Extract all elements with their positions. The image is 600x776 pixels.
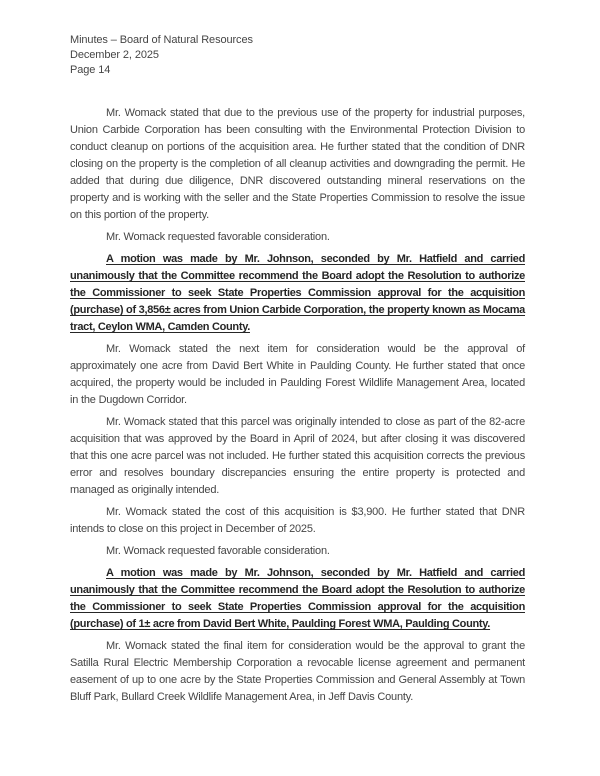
document-title: Minutes – Board of Natural Resources xyxy=(70,34,253,46)
document-date: December 2, 2025 xyxy=(70,49,159,61)
document-body xyxy=(70,105,525,706)
paragraph-parcel-correction: Mr. Womack stated that this parcel was originally intended to close as part of the 82-acre acquisition that was approved by the Board in April of 2024, but after closing it was discovered that this one acre parcel was not included. He further stated this acquisition corrects the previous error and resolves boundary discrepancies ensuring the entire property is protected and managed as originally intended. xyxy=(70,416,525,496)
paragraph-favorable-consideration-1: Mr. Womack requested favorable consideration. xyxy=(106,231,330,243)
motion-paragraph-david-bert-white: A motion was made by Mr. Johnson, seconded by Mr. Hatfield and carried unanimously that the Committee recommend the Board adopt the Resolution to authorize the Commissioner to seek State Properties Commission approval for the acquisition (purchase) of 1± acre from David Bert White, Paulding Forest WMA, Paulding County. xyxy=(70,567,525,630)
paragraph-acquisition-cost: Mr. Womack stated the cost of this acquisition is $3,900. He further stated that DNR intends to close on this project in December of 2025. xyxy=(70,506,525,535)
paragraph-final-item-satilla: Mr. Womack stated the final item for consideration would be the approval to grant the Satilla Rural Electric Membership Corporation a revocable license agreement and permanent easement of up to one acre by the State Properties Commission and General Assembly at Town Bluff Park, Bullard Creek Wildlife Management Area, in Jeff Davis County. xyxy=(70,640,525,703)
paragraph-next-item-one-acre: Mr. Womack stated the next item for consideration would be the approval of approximately one acre from David Bert White in Paulding County. He further stated that once acquired, the property would be included in Paulding Forest Wildlife Management Area, located in the Dugdown Corridor. xyxy=(70,343,525,406)
motion-paragraph-union-carbide: A motion was made by Mr. Johnson, seconded by Mr. Hatfield and carried unanimously that the Committee recommend the Board adopt the Resolution to authorize the Commissioner to seek State Properties Commission approval for the acquisition (purchase) of 3,856± acres from Union Carbide Corporation, the property known as Mocama tract, Ceylon WMA, Camden County. xyxy=(70,253,525,333)
paragraph-favorable-consideration-2: Mr. Womack requested favorable consideration. xyxy=(106,545,330,557)
paragraph-cleanup-statement: Mr. Womack stated that due to the previous use of the property for industrial purposes, Union Carbide Corporation has been consulting with the Environmental Protection Division to conduct cleanup on portions of the acquisition area. He further stated that the condition of DNR closing on the property is the completion of all cleanup activities and downgrading the permit. He added that during due diligence, DNR discovered outstanding mineral reservations on the property and is working with the seller and the State Properties Commission to resolve the issue on this portion of the property. xyxy=(70,107,525,221)
document-header xyxy=(70,33,525,78)
page-number: Page 14 xyxy=(70,64,111,76)
